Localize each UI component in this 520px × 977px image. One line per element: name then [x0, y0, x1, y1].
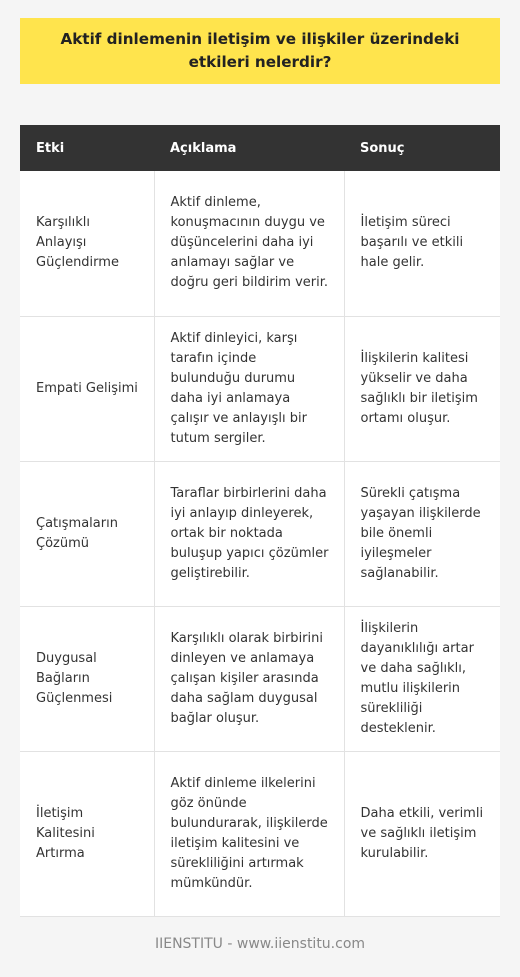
table-header-row [20, 125, 500, 171]
cell-sonuc: İletişim süreci başarılı ve etkili hale gelir. [344, 171, 500, 316]
cell-aciklama: Karşılıklı olarak birbirini dinleyen ve anlamaya çalışan kişiler arasında daha sağlam duygusal bağlar oluşur. [154, 606, 344, 751]
cell-etki: İletişim Kalitesini Artırma [20, 751, 154, 916]
cell-sonuc: İlişkilerin dayanıklılığı artar ve daha sağlıklı, mutlu ilişkilerin sürekliliği desteklenir. [344, 606, 500, 751]
column-header-sonuc: Sonuç [344, 125, 500, 171]
cell-etki: Duygusal Bağların Güçlenmesi [20, 606, 154, 751]
footer-credit: IIENSTITU - www.iienstitu.com [154, 936, 366, 952]
column-header-etki: Etki [20, 125, 154, 171]
table-row [20, 606, 500, 751]
cell-aciklama: Taraflar birbirlerini daha iyi anlayıp dinleyerek, ortak bir noktada buluşup yapıcı çözümler geliştirebilir. [154, 461, 344, 606]
cell-etki: Çatışmaların Çözümü [20, 461, 154, 606]
cell-sonuc: Daha etkili, verimli ve sağlıklı iletişim kurulabilir. [344, 751, 500, 916]
title-banner [20, 18, 500, 84]
table-row [20, 751, 500, 916]
table-row [20, 461, 500, 606]
cell-sonuc: İlişkilerin kalitesi yükselir ve daha sağlıklı bir iletişim ortamı oluşur. [344, 316, 500, 461]
cell-etki: Karşılıklı Anlayışı Güçlendirme [20, 171, 154, 316]
table-row [20, 171, 500, 316]
cell-sonuc: Sürekli çatışma yaşayan ilişkilerde bile önemli iyileşmeler sağlanabilir. [344, 461, 500, 606]
cell-aciklama: Aktif dinleme, konuşmacının duygu ve düşüncelerini daha iyi anlamayı sağlar ve doğru geri bildirim verir. [154, 171, 344, 316]
cell-aciklama: Aktif dinleme ilkelerini göz önünde bulundurarak, ilişkilerde iletişim kalitesini ve sürekliliğini artırmak mümkündür. [154, 751, 344, 916]
table-row [20, 316, 500, 461]
cell-aciklama: Aktif dinleyici, karşı tarafın içinde bulunduğu durumu daha iyi anlamaya çalışır ve anlayışlı bir tutum sergiler. [154, 316, 344, 461]
cell-etki: Empati Gelişimi [20, 316, 154, 461]
effects-table [20, 125, 500, 917]
page-title: Aktif dinlemenin iletişim ve ilişkiler üzerindeki etkileri nelerdir? [60, 30, 460, 71]
column-header-aciklama: Açıklama [154, 125, 344, 171]
